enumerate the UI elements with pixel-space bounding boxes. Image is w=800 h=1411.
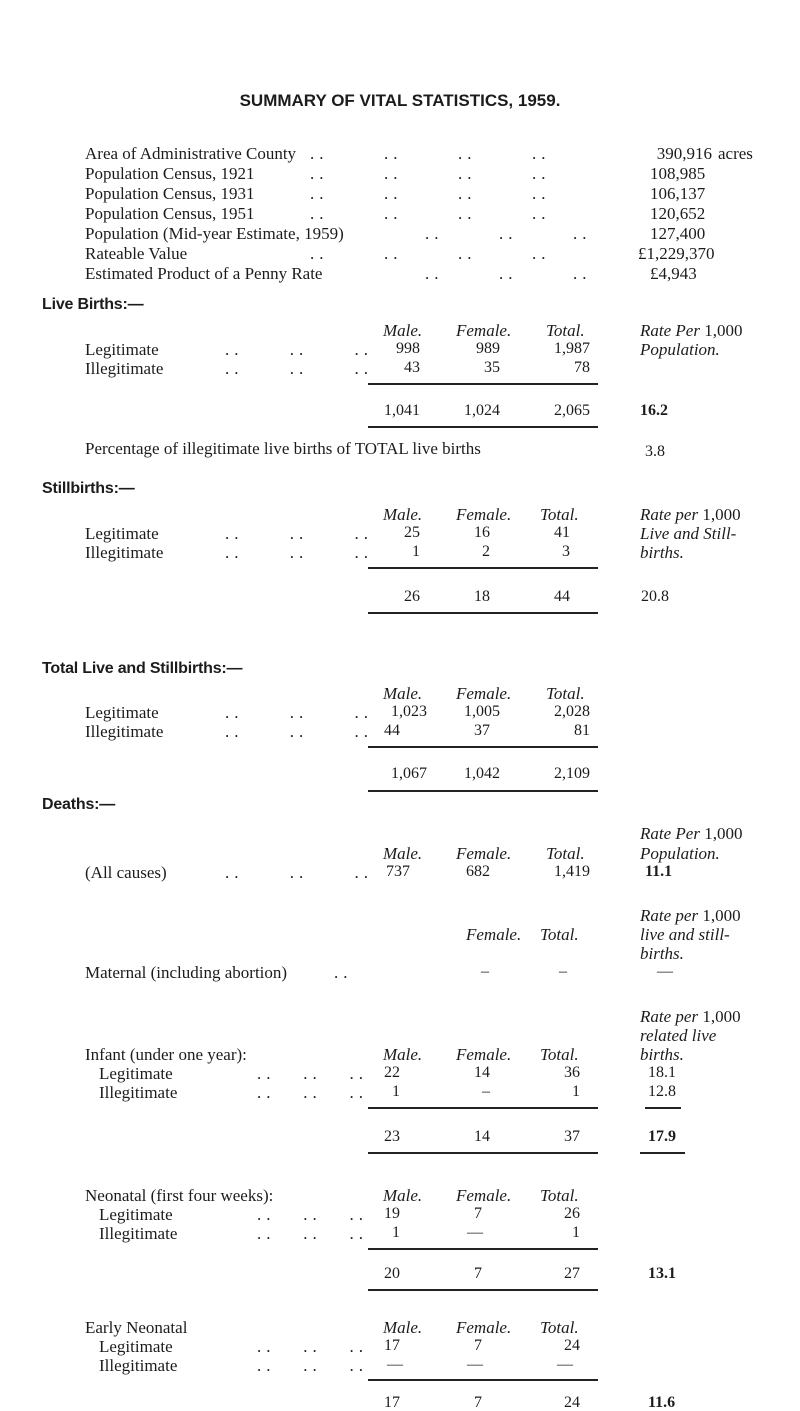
cell-male: 19 — [384, 1205, 400, 1222]
stat-label: Population Census, 1931 — [85, 184, 255, 203]
sum-female: 7 — [474, 1394, 482, 1411]
cell-male: 1 — [392, 1224, 400, 1241]
stat-value: 390,916 — [656, 144, 712, 163]
row-label: Legitimate — [99, 1205, 173, 1224]
leader-dots: .. .. .. — [257, 1224, 368, 1243]
stat-value: 108,985 — [650, 164, 706, 183]
section-heading: Stillbirths:— — [42, 480, 135, 497]
col-head-total: Total. — [546, 684, 585, 703]
rate-head: Rate Per 1,000 — [640, 824, 743, 843]
sum-total: 2,109 — [554, 765, 590, 782]
row-label: Illegitimate — [99, 1224, 178, 1243]
col-head-total: Total. — [540, 505, 579, 524]
rate-value: 20.8 — [641, 588, 669, 605]
cell-total: 2,028 — [554, 703, 590, 720]
col-head-male: Male. — [383, 1186, 423, 1205]
sum-total: 27 — [564, 1265, 580, 1282]
row-label: Legitimate — [85, 340, 159, 359]
leader-dots: .. .. .. — [257, 1356, 368, 1375]
cell-male: — — [387, 1356, 403, 1373]
rate-head: Rate per 1,000 — [640, 505, 741, 524]
cell-female: 7 — [474, 1337, 482, 1354]
col-head-total: Total. — [540, 925, 579, 944]
cell-male: 25 — [404, 524, 420, 541]
cell-total: 26 — [564, 1205, 580, 1222]
leader-dots: .. .. .. .. — [310, 184, 551, 203]
cell-male: 998 — [396, 340, 420, 357]
sum-rule — [368, 1107, 598, 1109]
section-label: Neonatal (first four weeks): — [85, 1186, 274, 1205]
stat-label: Area of Administrative County — [85, 144, 297, 163]
row-label: Illegitimate — [99, 1356, 178, 1375]
rate-head: Rate per 1,000 — [640, 1007, 741, 1026]
stat-label: Population (Mid-year Estimate, 1959) — [85, 224, 344, 243]
cell-male: 44 — [384, 722, 400, 739]
cell-male: 1 — [412, 543, 420, 560]
rate-rule — [640, 1152, 685, 1154]
stat-label: Rateable Value — [85, 244, 188, 263]
sum-rule — [368, 383, 598, 385]
pct-value: 3.8 — [645, 443, 665, 460]
col-head-male: Male. — [383, 1318, 423, 1337]
sum-male: 17 — [384, 1394, 400, 1411]
cell-total: — — [557, 1356, 573, 1373]
cell-total: 24 — [564, 1337, 580, 1354]
section-heading: Deaths:— — [42, 796, 116, 813]
cell-total: 81 — [574, 722, 590, 739]
cell-male: 43 — [404, 359, 420, 376]
sum-rule — [368, 1152, 598, 1154]
sum-male: 1,067 — [391, 765, 427, 782]
leader-dots: .. .. .. — [225, 722, 373, 741]
row-label: Illegitimate — [85, 722, 164, 741]
cell-female: – — [482, 1083, 490, 1100]
rate-head: Rate per 1,000 — [640, 906, 741, 925]
sum-female: 1,024 — [464, 402, 500, 419]
sum-rule — [368, 426, 598, 428]
sum-rule — [368, 567, 598, 569]
leader-dots: .. .. .. — [257, 1083, 368, 1102]
cell-male: 17 — [384, 1337, 400, 1354]
rate-value: — — [657, 963, 673, 980]
sum-rule — [368, 746, 598, 748]
cell-female: 989 — [476, 340, 500, 357]
cell-female: 37 — [474, 722, 490, 739]
sum-total: 24 — [564, 1394, 580, 1411]
leader-dots: .. .. .. .. — [310, 204, 551, 223]
sum-total: 37 — [564, 1128, 580, 1145]
col-head-female: Female. — [456, 1186, 512, 1205]
leader-dots: .. .. .. — [225, 524, 373, 543]
col-head-female: Female. — [456, 321, 512, 340]
cell-female: 1,005 — [464, 703, 500, 720]
section-heading: Total Live and Stillbirths:— — [42, 660, 243, 677]
page-title: SUMMARY OF VITAL STATISTICS, 1959. — [239, 91, 561, 110]
rate-value: 11.1 — [645, 863, 673, 880]
cell-male: 22 — [384, 1064, 400, 1081]
col-head-male: Male. — [383, 1045, 423, 1064]
col-head-female: Female. — [456, 1318, 512, 1337]
col-head-male: Male. — [383, 505, 423, 524]
cell-total: 3 — [562, 543, 570, 560]
sum-female: 14 — [474, 1128, 490, 1145]
row-label: Legitimate — [85, 524, 159, 543]
rate-value: 13.1 — [648, 1265, 676, 1282]
leader-dots: .. .. .. .. — [310, 144, 551, 163]
leader-dots: .. .. .. — [425, 224, 592, 243]
rate-head: births. — [640, 944, 684, 963]
rate-value: 16.2 — [640, 402, 668, 419]
col-head-female: Female. — [456, 505, 512, 524]
leader-dots: .. .. .. — [425, 264, 592, 283]
rate-value: 17.9 — [648, 1128, 676, 1145]
row-label: Illegitimate — [99, 1083, 178, 1102]
sum-male: 23 — [384, 1128, 400, 1145]
leader-dots: .. — [334, 963, 353, 982]
cell-total: 1 — [572, 1083, 580, 1100]
leader-dots: .. .. .. — [225, 703, 373, 722]
col-head-total: Total. — [546, 321, 585, 340]
cell-total: 1,419 — [554, 863, 590, 880]
row-label: Legitimate — [85, 703, 159, 722]
stat-value: 120,652 — [650, 204, 706, 223]
col-head-total: Total. — [540, 1186, 579, 1205]
cell-total: 36 — [564, 1064, 580, 1081]
rate-head: related live — [640, 1026, 717, 1045]
stat-label: Population Census, 1951 — [85, 204, 255, 223]
cell-female: — — [467, 1224, 483, 1241]
stat-value: £1,229,370 — [638, 244, 715, 263]
row-label: Illegitimate — [85, 543, 164, 562]
leader-dots: .. .. .. — [225, 340, 373, 359]
cell-male: 1,023 — [391, 703, 427, 720]
rate-head: live and still- — [640, 925, 730, 944]
row-label: Illegitimate — [85, 359, 164, 378]
cell-female: — — [467, 1356, 483, 1373]
sum-male: 20 — [384, 1265, 400, 1282]
sum-total: 2,065 — [554, 402, 590, 419]
section-label: Early Neonatal — [85, 1318, 188, 1337]
col-head-female: Female. — [456, 684, 512, 703]
cell-total: 78 — [574, 359, 590, 376]
col-head-total: Total. — [546, 844, 585, 863]
rate-head: births. — [640, 1045, 684, 1064]
row-label: Legitimate — [99, 1064, 173, 1083]
pct-label: Percentage of illegitimate live births of TOTAL live births — [85, 439, 481, 458]
rate-head: Population. — [640, 844, 720, 863]
section-heading: Live Births:— — [42, 296, 144, 313]
leader-dots: .. .. .. — [225, 359, 373, 378]
sum-male: 26 — [404, 588, 420, 605]
section-label: Infant (under one year): — [85, 1045, 247, 1064]
row-label: Legitimate — [99, 1337, 173, 1356]
stat-value: 106,137 — [650, 184, 706, 203]
stat-value: 127,400 — [650, 224, 706, 243]
leader-dots: .. .. .. — [257, 1337, 368, 1356]
rate-value: 11.6 — [648, 1394, 676, 1411]
rate-value: 12.8 — [648, 1083, 676, 1100]
row-label: (All causes) — [85, 863, 167, 882]
cell-female: 14 — [474, 1064, 490, 1081]
col-head-female: Female. — [466, 925, 522, 944]
cell-female: – — [481, 963, 489, 980]
cell-female: 682 — [466, 863, 490, 880]
sum-rule — [368, 1248, 598, 1250]
cell-female: 7 — [474, 1205, 482, 1222]
row-label: Maternal (including abortion) — [85, 963, 288, 982]
cell-female: 35 — [484, 359, 500, 376]
rate-rule — [645, 1107, 681, 1109]
rate-head: Live and Still- — [640, 524, 737, 543]
leader-dots: .. .. .. — [225, 863, 373, 882]
sum-rule — [368, 1289, 598, 1291]
sum-rule — [368, 612, 598, 614]
col-head-total: Total. — [540, 1318, 579, 1337]
cell-total: – — [559, 963, 567, 980]
leader-dots: .. .. .. .. — [310, 164, 551, 183]
stat-label: Population Census, 1921 — [85, 164, 255, 183]
col-head-female: Female. — [456, 1045, 512, 1064]
col-head-total: Total. — [540, 1045, 579, 1064]
leader-dots: .. .. .. — [257, 1064, 368, 1083]
col-head-male: Male. — [383, 684, 423, 703]
cell-female: 16 — [474, 524, 490, 541]
sum-male: 1,041 — [384, 402, 420, 419]
cell-female: 2 — [482, 543, 490, 560]
rate-head: Population. — [640, 340, 720, 359]
leader-dots: .. .. .. .. — [310, 244, 551, 263]
sum-rule — [368, 1379, 598, 1381]
sum-rule — [368, 790, 598, 792]
col-head-male: Male. — [383, 321, 423, 340]
leader-dots: .. .. .. — [257, 1205, 368, 1224]
cell-male: 1 — [392, 1083, 400, 1100]
sum-total: 44 — [554, 588, 570, 605]
cell-total: 41 — [554, 524, 570, 541]
stat-value: £4,943 — [650, 264, 697, 283]
col-head-female: Female. — [456, 844, 512, 863]
sum-female: 7 — [474, 1265, 482, 1282]
stat-label: Estimated Product of a Penny Rate — [85, 264, 323, 283]
rate-head: births. — [640, 543, 684, 562]
cell-male: 737 — [386, 863, 410, 880]
rate-head: Rate Per 1,000 — [640, 321, 743, 340]
cell-total: 1,987 — [554, 340, 590, 357]
sum-female: 18 — [474, 588, 490, 605]
cell-total: 1 — [572, 1224, 580, 1241]
col-head-male: Male. — [383, 844, 423, 863]
rate-value: 18.1 — [648, 1064, 676, 1081]
stat-unit: acres — [718, 144, 753, 163]
sum-female: 1,042 — [464, 765, 500, 782]
leader-dots: .. .. .. — [225, 543, 373, 562]
